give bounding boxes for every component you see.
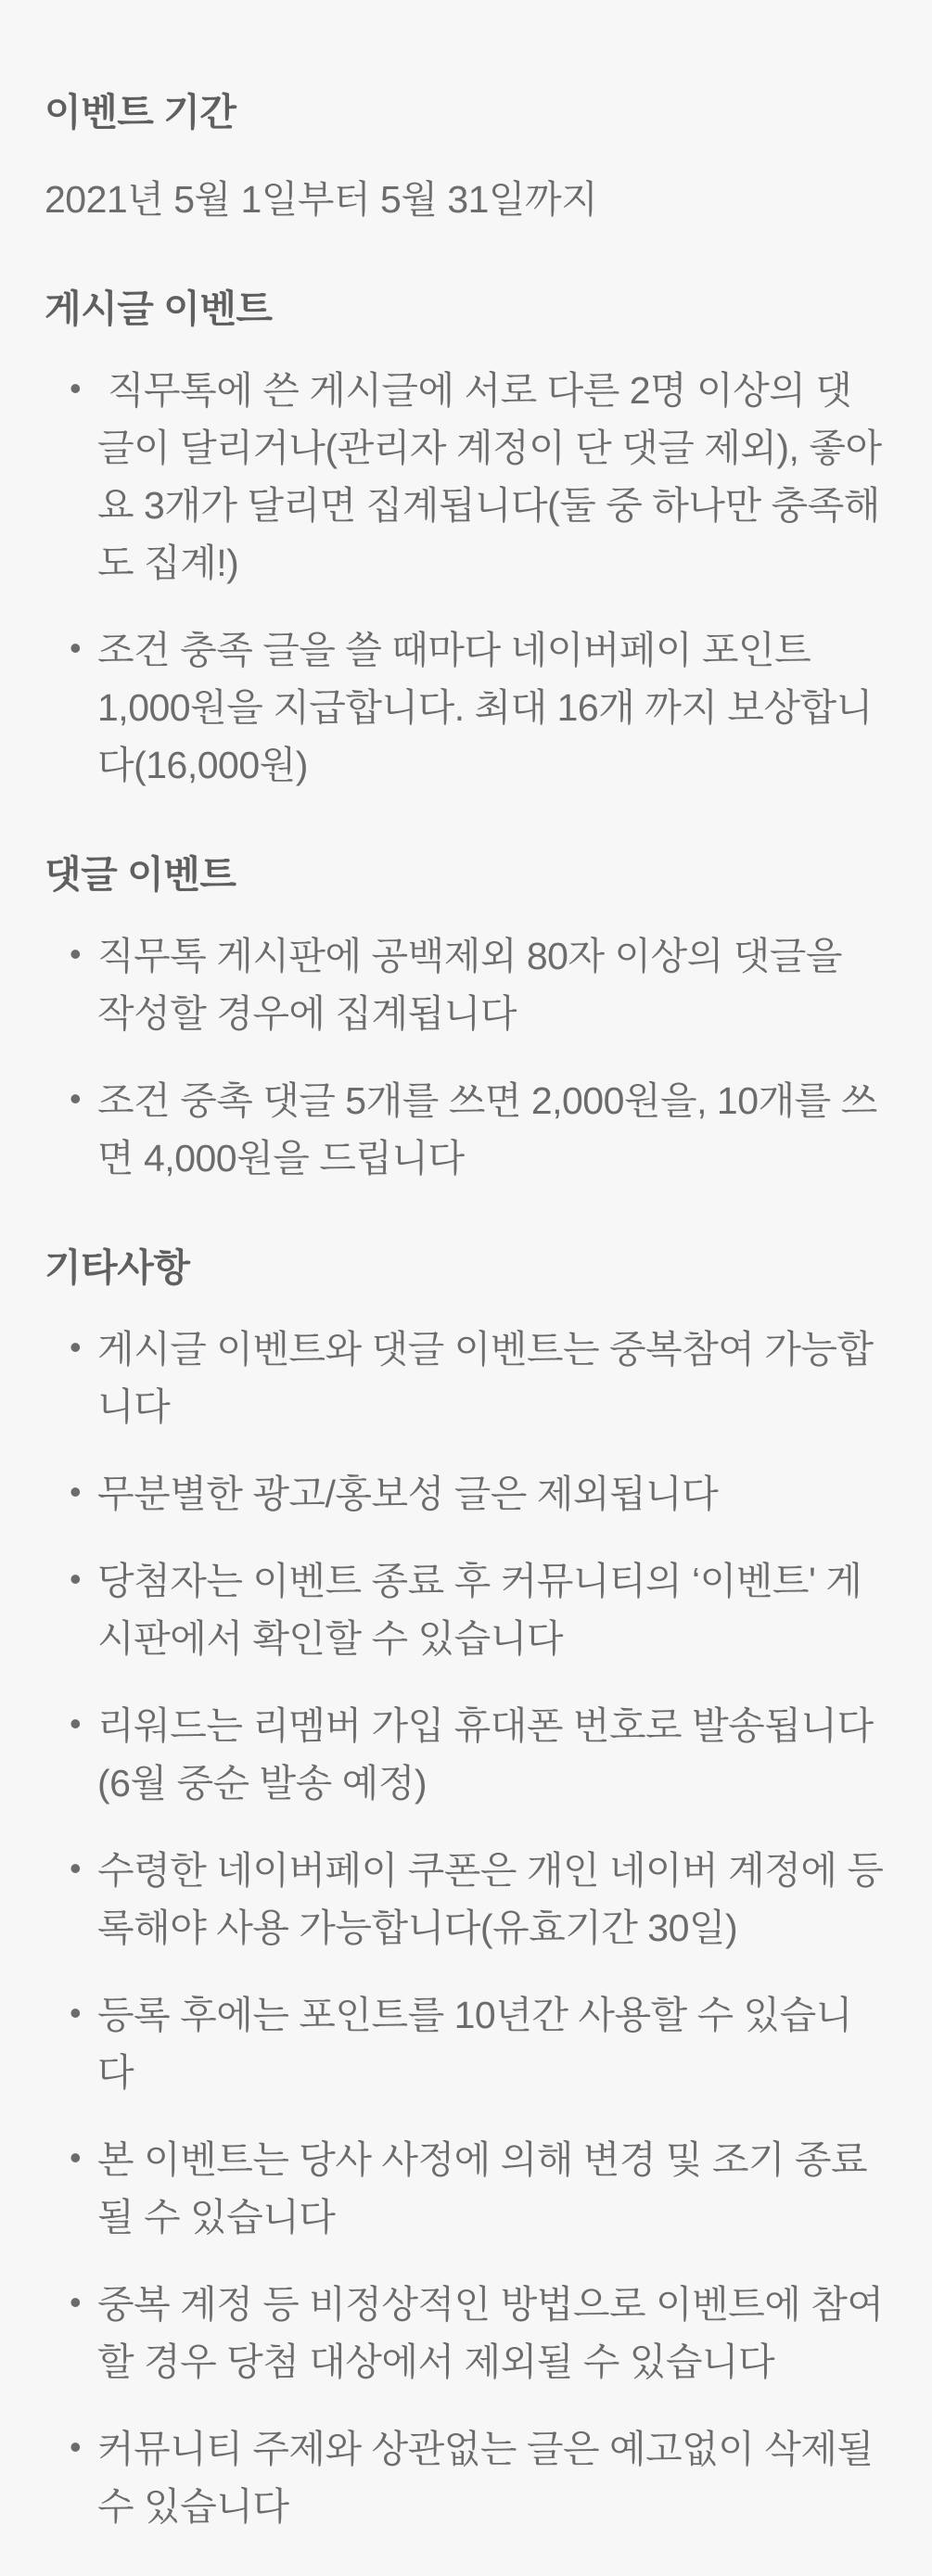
event-period-text: 2021년 5월 1일부터 5월 31일까지 bbox=[45, 178, 598, 221]
list-item-text: 커뮤니티 주제와 상관없는 글은 예고없이 삭제될 수 있습니다 bbox=[97, 2428, 884, 2528]
bullet-icon: • bbox=[70, 2138, 82, 2176]
list-item bbox=[70, 1072, 887, 1187]
bullet-icon: • bbox=[70, 1079, 82, 1117]
list-item bbox=[70, 1320, 887, 1435]
section-post-event bbox=[45, 280, 887, 794]
bullet-icon: • bbox=[70, 1560, 82, 1598]
list-item bbox=[70, 1697, 887, 1812]
section-heading-comment-event: 댓글 이벤트 bbox=[45, 853, 236, 896]
bullet-icon: • bbox=[70, 1328, 82, 1366]
list-item-text: 직무톡에 쓴 게시글에 서로 다른 2명 이상의 댓글이 달리거나(관리자 계정이 단 댓글 제외), 좋아요 3개가 달리면 집계됩니다(둘 중 하나만 충족해도 집계!) bbox=[97, 369, 882, 584]
section-heading-other-notes: 기타사항 bbox=[45, 1246, 190, 1289]
list-item-text: 등록 후에는 포인트를 10년간 사용할 수 있습니다 bbox=[97, 1994, 852, 2094]
bullet-icon: • bbox=[70, 1994, 82, 2032]
list-item bbox=[70, 1552, 887, 1667]
list-item-text: 리워드는 리멤버 가입 휴대폰 번호로 발송됩니다(6월 중순 발송 예정) bbox=[97, 1704, 874, 1804]
list-item bbox=[70, 362, 887, 592]
list-item-text: 중복 계정 등 비정상적인 방법으로 이벤트에 참여할 경우 당첨 대상에서 제외될 수 있습니다 bbox=[97, 2283, 884, 2383]
bullet-icon: • bbox=[70, 2283, 82, 2321]
bullet-icon: • bbox=[70, 629, 82, 667]
list-item bbox=[70, 927, 887, 1042]
list-item bbox=[70, 1465, 887, 1523]
list-item-text: 본 이벤트는 당사 사정에 의해 변경 및 조기 종료될 수 있습니다 bbox=[97, 2138, 868, 2238]
bullet-icon: • bbox=[70, 2428, 82, 2466]
comment-event-bullet-list bbox=[45, 927, 887, 1187]
other-notes-bullet-list bbox=[45, 1320, 887, 2535]
section-event-period bbox=[45, 83, 887, 228]
list-item-text: 수령한 네이버페이 쿠폰은 개인 네이버 계정에 등록해야 사용 가능합니다(유효기간 30일) bbox=[97, 1849, 884, 1949]
section-heading-event-period: 이벤트 기간 bbox=[45, 91, 236, 134]
bullet-icon: • bbox=[70, 1473, 82, 1511]
section-comment-event bbox=[45, 846, 887, 1187]
list-item bbox=[70, 1986, 887, 2101]
list-item bbox=[70, 2276, 887, 2391]
post-event-bullet-list bbox=[45, 362, 887, 794]
bullet-icon: • bbox=[70, 1849, 82, 1887]
bullet-icon: • bbox=[70, 369, 82, 407]
list-item-text: 무분별한 광고/홍보성 글은 제외됩니다 bbox=[97, 1473, 719, 1515]
list-item bbox=[70, 2420, 887, 2535]
section-heading-post-event: 게시글 이벤트 bbox=[45, 287, 273, 330]
bullet-icon: • bbox=[70, 1704, 82, 1742]
list-item bbox=[70, 2131, 887, 2246]
list-item-text: 직무톡 게시판에 공백제외 80자 이상의 댓글을 작성할 경우에 집계됩니다 bbox=[97, 935, 852, 1035]
list-item-text: 조건 충족 글을 쓸 때마다 네이버페이 포인트 1,000원을 지급합니다. 최대 16개 까지 보상합니다(16,000원) bbox=[97, 629, 873, 786]
section-other-notes bbox=[45, 1239, 887, 2535]
bullet-icon: • bbox=[70, 935, 82, 973]
list-item bbox=[70, 1842, 887, 1957]
list-item-text: 조건 중촉 댓글 5개를 쓰면 2,000원을, 10개를 쓰면 4,000원을 드립니다 bbox=[97, 1079, 877, 1180]
list-item-text: 당첨자는 이벤트 종료 후 커뮤니티의 ‘이벤트' 게시판에서 확인할 수 있습니다 bbox=[97, 1560, 862, 1660]
list-item-text: 게시글 이벤트와 댓글 이벤트는 중복참여 가능합니다 bbox=[97, 1328, 874, 1428]
list-item bbox=[70, 621, 887, 794]
